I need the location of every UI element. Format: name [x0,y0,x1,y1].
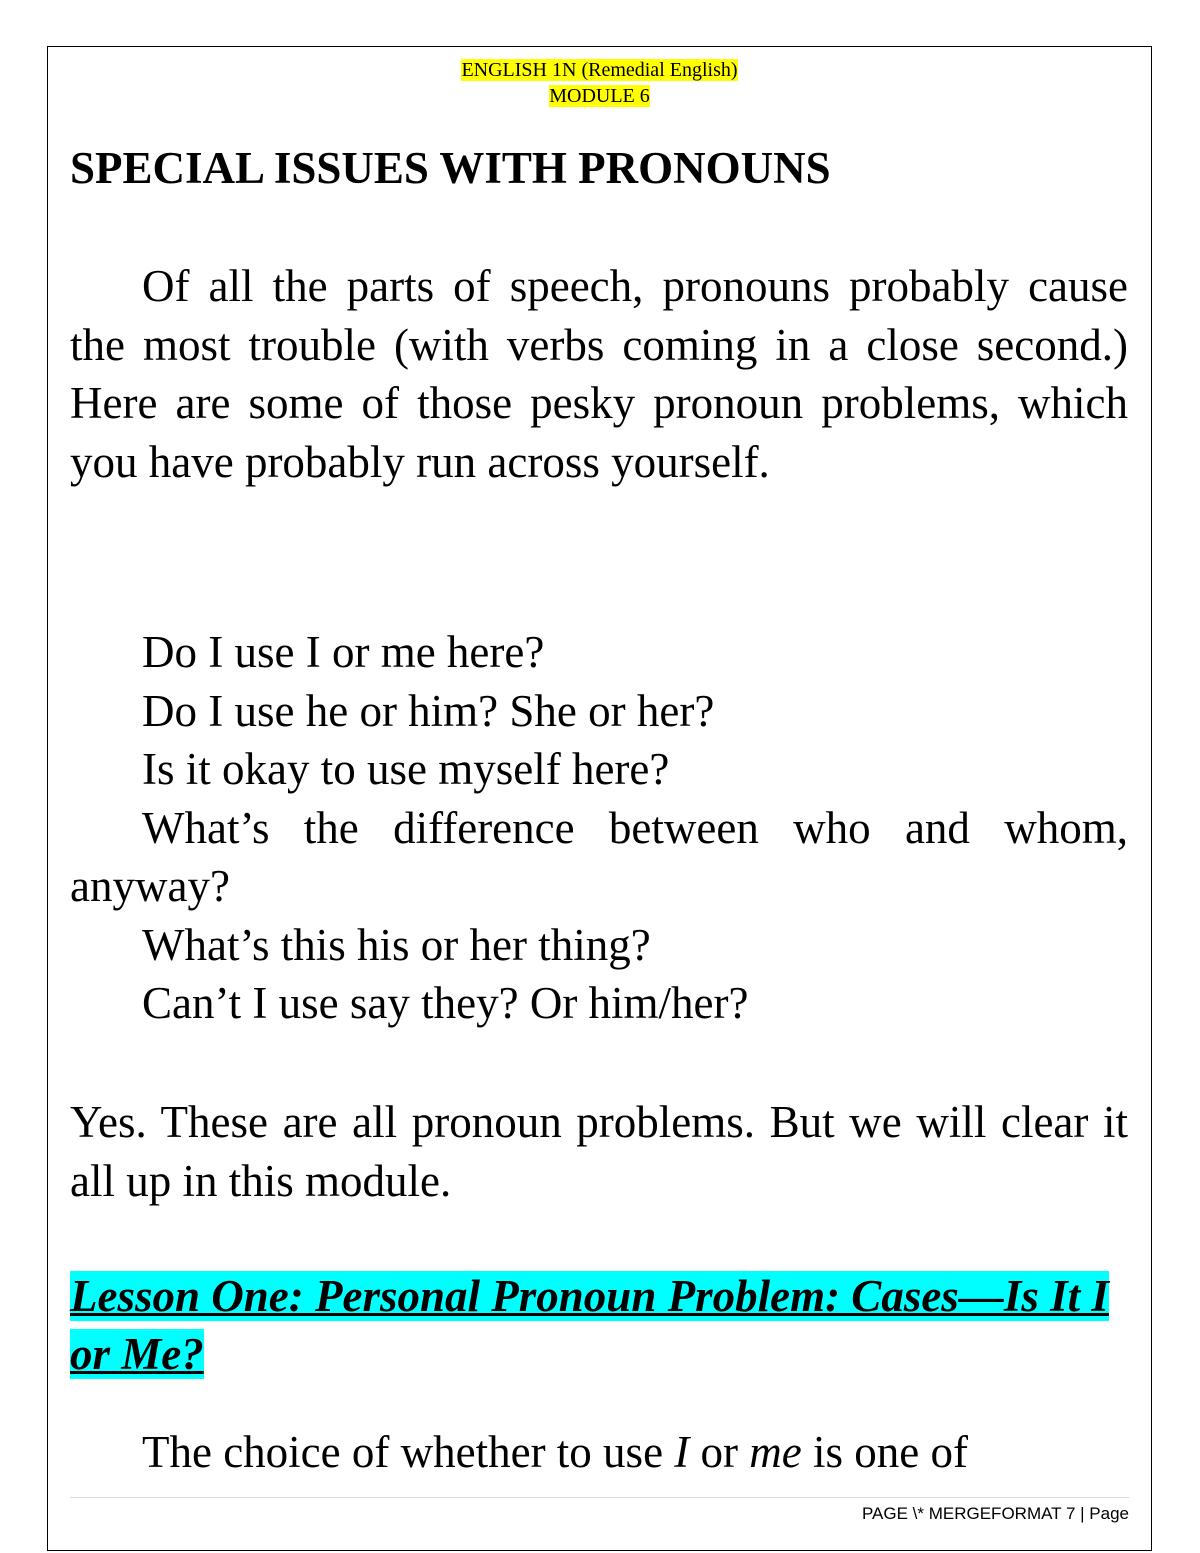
lesson-emphasis-me: me [749,1427,802,1477]
page-footer: PAGE \* MERGEFORMAT 7 | Page [861,1504,1129,1523]
lesson-heading-text: Lesson One: Personal Pronoun Problem: Cases—Is It I or Me? [70,1271,1109,1379]
lesson-emphasis-i: I [674,1427,690,1477]
lesson-paragraph [70,1423,1128,1482]
lesson-text-part: The choice of whether to use [142,1427,675,1477]
header-module-label: MODULE 6 [549,85,650,107]
question-item: Do I use I or me here? [142,627,545,677]
question-item: What’s this his or her thing? [142,919,651,970]
page-title: SPECIAL ISSUES WITH PRONOUNS [70,143,831,193]
lesson-text-part: or [689,1427,750,1477]
question-item: What’s the difference between who and whom, anyway? [70,802,1128,911]
document-page [47,46,1152,1551]
page-header [48,57,1151,109]
question-item: Is it okay to use myself here? [142,744,670,794]
lesson-text-part: is one of [801,1427,969,1477]
footer-divider [70,1497,1129,1498]
intro-paragraph: Of all the parts of speech, pronouns probably cause the most trouble (with verbs coming in a close second.) Here are some of those pesky pronoun problems, which you have probably run across yourself. [70,261,1128,487]
answer-paragraph: Yes. These are all pronoun problems. But we will clear it all up in this module. [70,1097,1128,1206]
header-course-title: ENGLISH 1N (Remedial English) [461,59,738,81]
question-item: Do I use he or him? She or her? [142,685,715,736]
question-list [70,623,1128,1033]
question-item: Can’t I use say they? Or him/her? [142,978,749,1028]
lesson-heading [70,1267,1132,1383]
